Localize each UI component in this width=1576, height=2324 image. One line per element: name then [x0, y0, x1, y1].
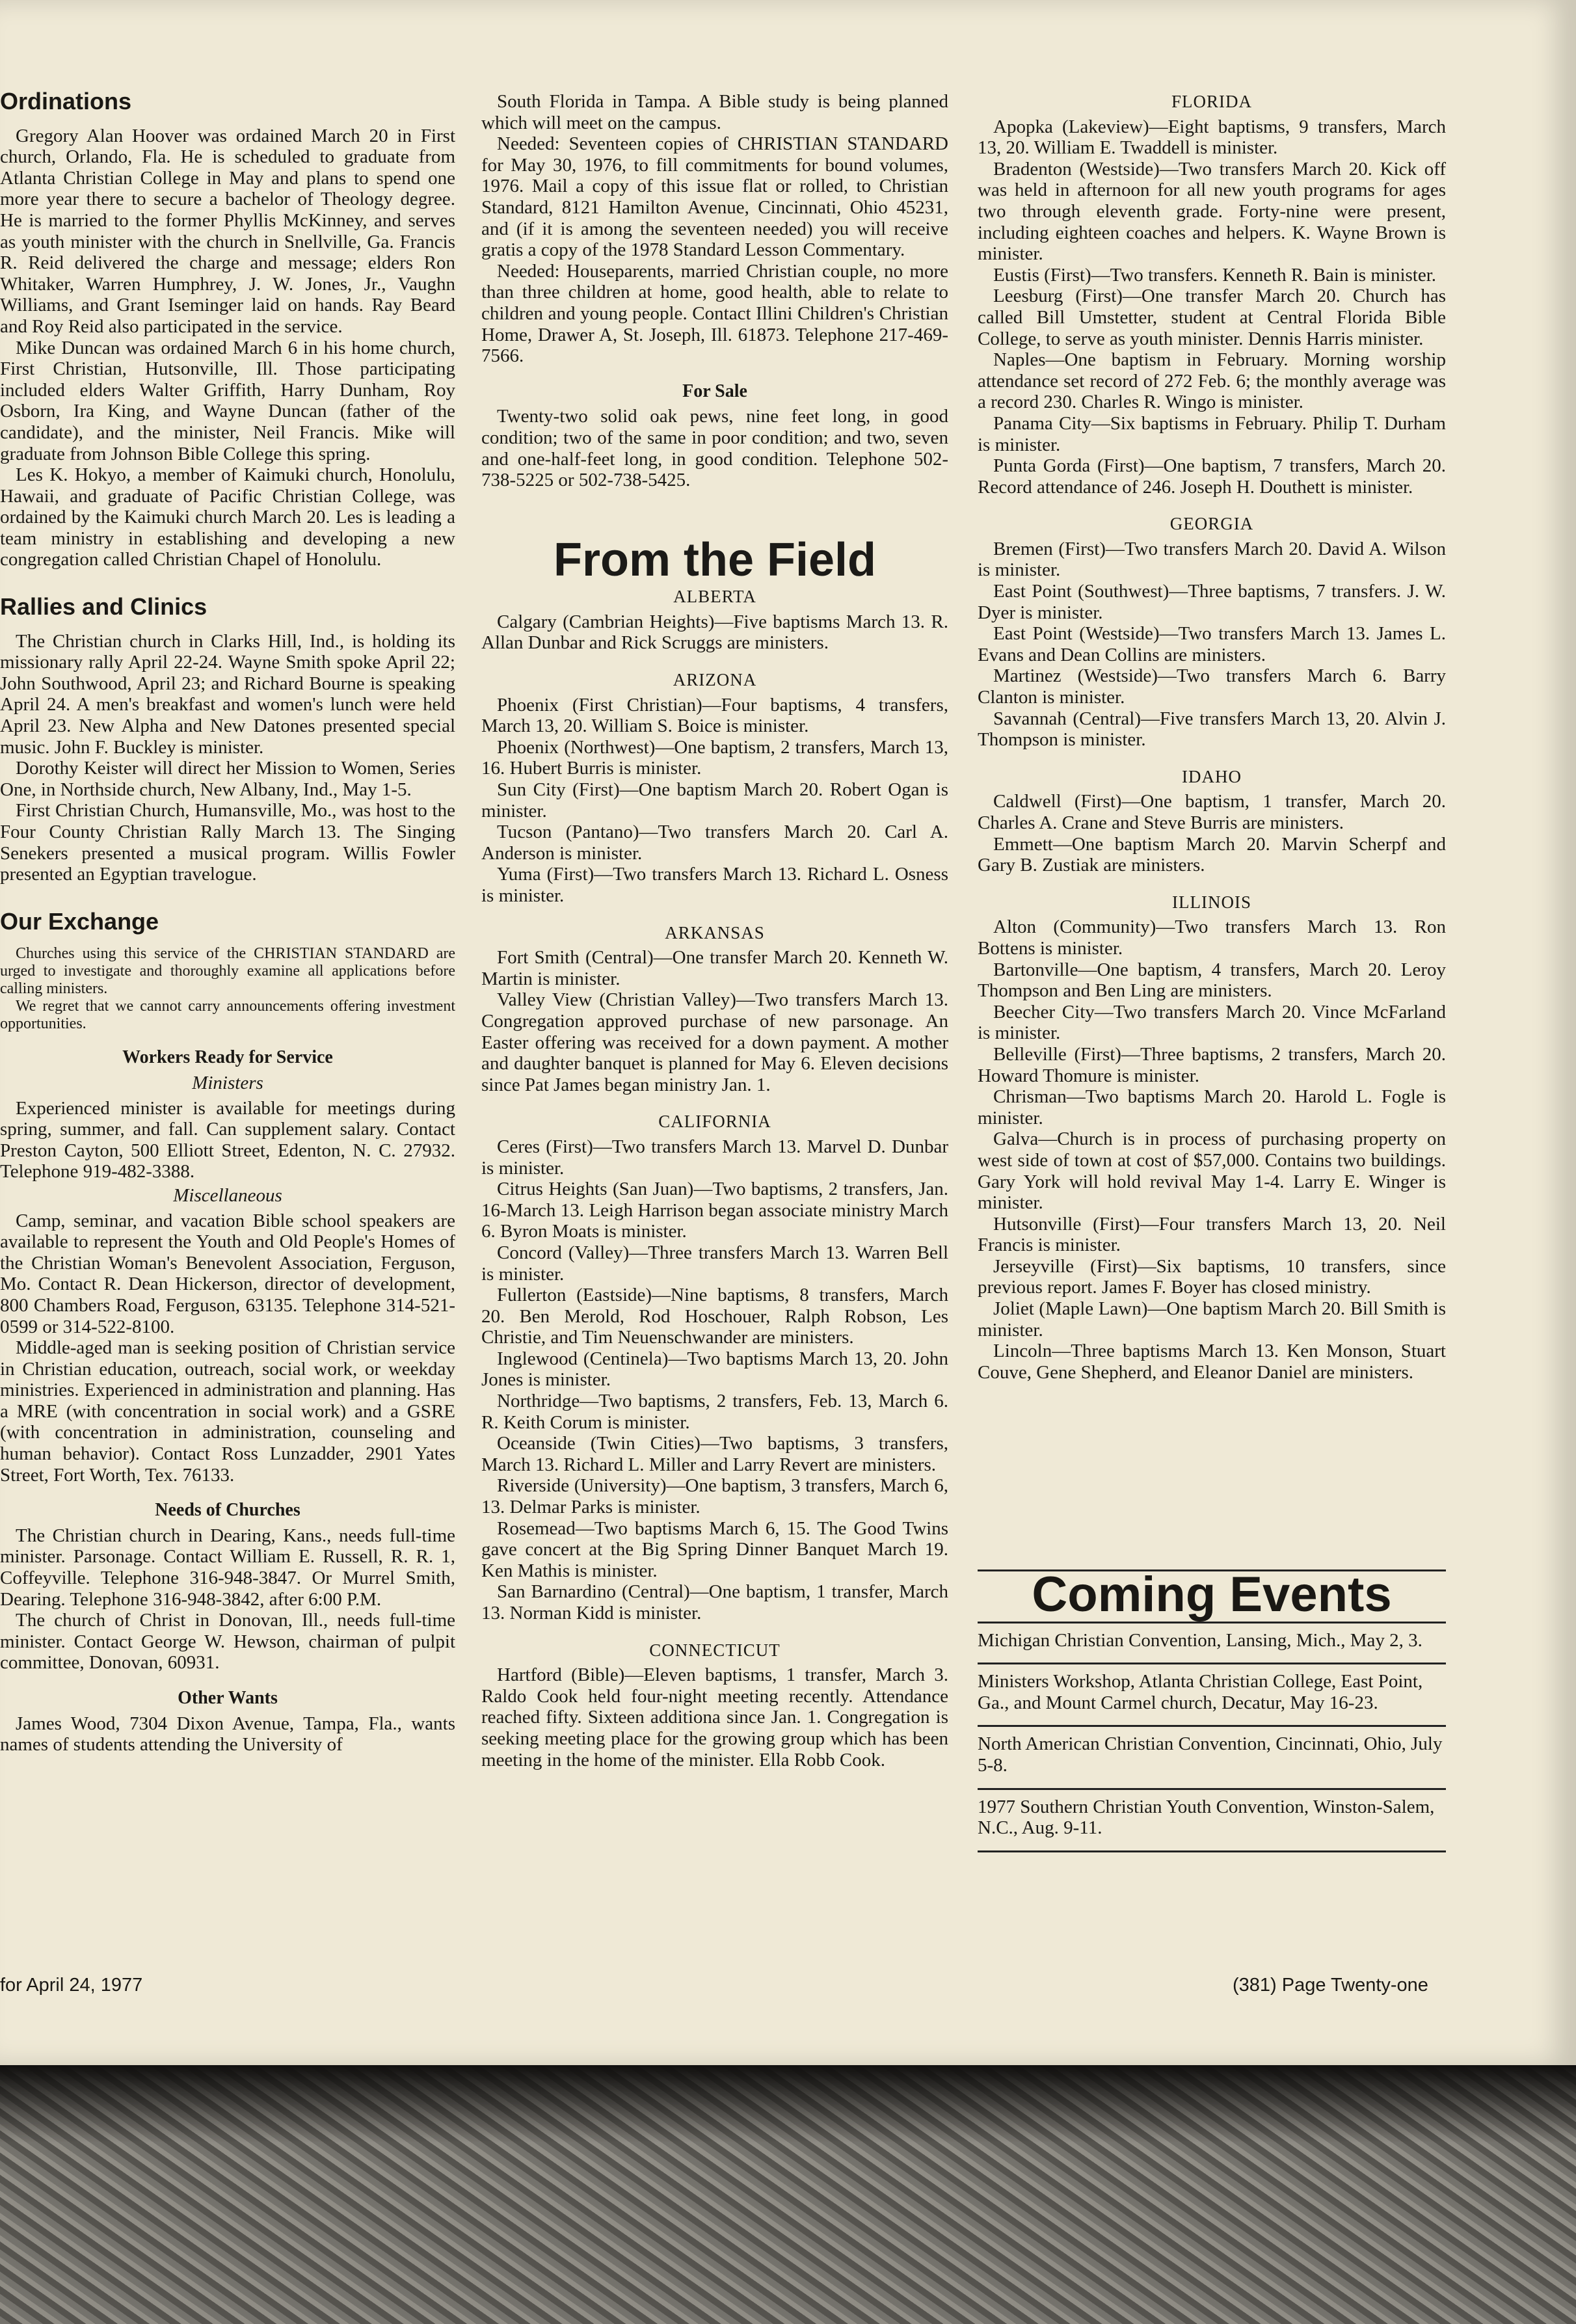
folio-date: for April 24, 1977	[0, 1975, 143, 1996]
ordination-duncan: Mike Duncan was ordained March 6 in his home church, First Christian, Hutsonville, Ill. Those participating included elders Walter Griffith, Harry Dunham, Roy Osborn, Ira King, and Wayne Duncan (father of the candidate), and the minister, Neil Francis. Mike will graduate from Johnson Bible College this spring.	[0, 337, 455, 464]
state-florida: FLORIDA	[1171, 92, 1252, 111]
report-item: Beecher City—Two transfers March 20. Vince McFarland is minister.	[978, 1001, 1446, 1044]
report-item: Fort Smith (Central)—One transfer March 20. Kenneth W. Martin is minister.	[481, 947, 948, 989]
report-item: Martinez (Westside)—Two transfers March 6. Barry Clanton is minister.	[978, 665, 1446, 708]
ad-james-wood: James Wood, 7304 Dixon Avenue, Tampa, Fla., wants names of students attending the University of	[0, 1713, 455, 1756]
report-item: Caldwell (First)—One baptism, 1 transfer, March 20. Charles A. Crane and Steve Burris are ministers.	[978, 791, 1446, 833]
report-item: Phoenix (Northwest)—One baptism, 2 transfers, March 13, 16. Hubert Burris is minister.	[481, 736, 948, 779]
report-item: Apopka (Lakeview)—Eight baptisms, 9 transfers, March 13, 20. William E. Twaddell is minister.	[978, 116, 1446, 159]
event-item: North American Christian Convention, Cincinnati, Ohio, July 5-8.	[978, 1727, 1446, 1789]
from-the-field-title: From the Field	[553, 533, 877, 586]
ad-experienced-minister: Experienced minister is available for meetings during spring, summer, and fall. Can supplement salary. Contact Preston Cayton, 500 Elliott Street, Edenton, N. C. 27932. Telephone 919-482-3388.	[0, 1097, 455, 1182]
coming-events-box	[978, 1569, 1446, 1852]
for-sale-heading: For Sale	[682, 381, 747, 401]
state-arizona: ARIZONA	[673, 670, 757, 690]
state-illinois: ILLINOIS	[1172, 892, 1251, 912]
column-middle	[481, 91, 948, 1770]
report-item: Punta Gorda (First)—One baptism, 7 transfers, March 20. Record attendance of 246. Joseph H. Douthett is minister.	[978, 455, 1446, 498]
coming-events-title: Coming Events	[978, 1569, 1446, 1623]
report-item: Bremen (First)—Two transfers March 20. David A. Wilson is minister.	[978, 538, 1446, 581]
report-item: East Point (Westside)—Two transfers March 13. James L. Evans and Dean Collins are ministers.	[978, 623, 1446, 665]
state-connecticut: CONNECTICUT	[649, 1640, 781, 1660]
ministers-subheading: Ministers	[192, 1072, 263, 1093]
exchange-heading: Our Exchange	[0, 907, 159, 935]
report-item: Eustis (First)—Two transfers. Kenneth R. Bain is minister.	[993, 264, 1437, 286]
state-arkansas: ARKANSAS	[665, 922, 765, 942]
report-item: Jerseyville (First)—Six baptisms, 10 transfers, since previous report. James F. Boyer has closed ministry.	[978, 1255, 1446, 1298]
report-item: Citrus Heights (San Juan)—Two baptisms, 2 transfers, Jan. 16-March 13. Leigh Harrison began associate ministry March 6. Byron Moats is minister.	[481, 1179, 948, 1242]
ad-camp-speakers: Camp, seminar, and vacation Bible school speakers are available to represent the Youth and Old People's Homes of the Christian Woman's Benevolent Association, Ferguson, Mo. Contact R. Dean Hickerson, director of development, 800 Chambers Road, Ferguson, 63135. Telephone 314-521-0599 or 314-522-8100.	[0, 1210, 455, 1337]
report-item: Ceres (First)—Two transfers March 13. Marvel D. Dunbar is minister.	[481, 1136, 948, 1179]
report-item: Hartford (Bible)—Eleven baptisms, 1 transfer, March 3. Raldo Cook held four-night meeting recently. Attendance reached fifty. Sixteen additiona since Jan. 1. Congregation is seeking meeting place for the growing group which has been meeting in the home of the minister. Ella Robb Cook.	[481, 1664, 948, 1770]
column-right	[978, 91, 1446, 1383]
report-item: Northridge—Two baptisms, 2 transfers, Feb. 13, March 6. R. Keith Corum is minister.	[481, 1391, 948, 1433]
report-item: Valley View (Christian Valley)—Two transfers March 13. Congregation approved purchase of new parsonage. An Easter offering was received for a down payment. A mother and daughter banquet is planned for May 6. Eleven decisions since Pat James began ministry Jan. 1.	[481, 989, 948, 1095]
report-item: Chrisman—Two baptisms March 20. Harold L. Fogle is minister.	[978, 1086, 1446, 1129]
event-item: Ministers Workshop, Atlanta Christian College, East Point, Ga., and Mount Carmel church, Decatur, May 16-23.	[978, 1664, 1446, 1727]
report-item: Phoenix (First Christian)—Four baptisms, 4 transfers, March 13, 20. William S. Boice is minister.	[481, 694, 948, 737]
ordinations-heading: Ordinations	[0, 88, 132, 114]
report-item: Leesburg (First)—One transfer March 20. Church has called Bill Umstetter, student at Central Florida Bible College, to serve as youth minister. Dennis Harris minister.	[978, 286, 1446, 349]
report-item: Savannah (Central)—Five transfers March 13, 20. Alvin J. Thompson is minister.	[978, 708, 1446, 751]
report-item: East Point (Southwest)—Three baptisms, 7 transfers. J. W. Dyer is minister.	[978, 581, 1446, 623]
workers-heading: Workers Ready for Service	[122, 1047, 333, 1068]
report-item: Rosemead—Two baptisms March 6, 15. The Good Twins gave concert at the Big Spring Dinner Banquet March 19. Ken Mathis is minister.	[481, 1517, 948, 1581]
report-item: Calgary (Cambrian Heights)—Five baptisms March 13. R. Allan Dunbar and Rick Scruggs are ministers.	[481, 611, 948, 654]
state-california: CALIFORNIA	[658, 1112, 771, 1132]
ordination-hoover: Gregory Alan Hoover was ordained March 20 in First church, Orlando, Fla. He is scheduled to graduate from Atlanta Christian College in May and plans to spend one more year there to secure a bachelor of Theology degree. He is married to the former Phyllis McKinney, and serves as youth minister with the church in Snellville, Ga. Francis R. Reid delivered the charge and message; elders Ron Whitaker, Warren Humphrey, J. W. Jones, Jr., Vaughn Williams, and Grant Iseminger laid on hands. Ray Beard and Roy Reid also participated in the service.	[0, 125, 455, 337]
report-item: Oceanside (Twin Cities)—Two baptisms, 3 transfers, March 13. Richard L. Miller and Larry Revert are ministers.	[481, 1433, 948, 1475]
state-alberta: ALBERTA	[673, 587, 756, 607]
background-carpet	[0, 2065, 1576, 2324]
report-item: Bradenton (Westside)—Two transfers March 20. Kick off was held in afternoon for all new youth programs for ages two through eleventh grade. Forty-nine were present, including eighteen coaches and helpers. K. Wayne Brown is minister.	[978, 158, 1446, 265]
column-left	[0, 88, 455, 1756]
rally-humansville: First Christian Church, Humansville, Mo., was host to the Four County Christian Rally March 13. The Singing Senekers presented a musical program. Willis Fowler presented an Egyptian travelogue.	[0, 800, 455, 885]
folio-page-number: (381) Page Twenty-one	[1233, 1975, 1428, 1996]
report-item: Panama City—Six baptisms in February. Philip T. Durham is minister.	[978, 412, 1446, 455]
report-item: Yuma (First)—Two transfers March 13. Richard L. Osness is minister.	[481, 864, 948, 906]
report-item: Inglewood (Centinela)—Two baptisms March 13, 20. John Jones is minister.	[481, 1348, 948, 1391]
report-item: Joliet (Maple Lawn)—One baptism March 20. Bill Smith is minister.	[978, 1298, 1446, 1341]
report-item: Lincoln—Three baptisms March 13. Ken Monson, Stuart Couve, Gene Shepherd, and Eleanor Daniel are ministers.	[978, 1341, 1446, 1383]
exchange-note: Churches using this service of the CHRISTIAN STANDARD are urged to investigate and thoroughly examine all applications before calling ministers.	[0, 945, 455, 998]
report-item: Galva—Church is in process of purchasing property on west side of town at cost of $57,000. Contains two buildings. Gary York will hold revival May 1-4. Larry E. Winger is minister.	[978, 1129, 1446, 1214]
ad-oak-pews: Twenty-two solid oak pews, nine feet long, in good condition; two of the same in poor condition; and two, seven and one-half-feet long, in good condition. Telephone 502-738-5225 or 502-738-5425.	[481, 406, 948, 491]
event-item: 1977 Southern Christian Youth Convention, Winston-Salem, N.C., Aug. 9-11.	[978, 1790, 1446, 1852]
report-item: Bartonville—One baptism, 4 transfers, March 20. Leroy Thompson and Ben Ling are ministers.	[978, 959, 1446, 1002]
misc-subheading: Miscellaneous	[173, 1184, 282, 1206]
ad-usf-continued: South Florida in Tampa. A Bible study is being planned which will meet on the campus.	[481, 91, 948, 133]
rally-keister: Dorothy Keister will direct her Mission to Women, Series One, in Northside church, New Albany, Ind., May 1-5.	[0, 758, 455, 800]
needs-heading: Needs of Churches	[155, 1500, 301, 1521]
report-item: Tucson (Pantano)—Two transfers March 20. Carl A. Anderson is minister.	[481, 821, 948, 864]
other-wants-heading: Other Wants	[178, 1688, 278, 1708]
state-idaho: IDAHO	[1182, 766, 1242, 786]
report-item: Concord (Valley)—Three transfers March 13. Warren Bell is minister.	[481, 1242, 948, 1285]
report-item: Hutsonville (First)—Four transfers March 13, 20. Neil Francis is minister.	[978, 1213, 1446, 1256]
report-item: Emmett—One baptism March 20. Marvin Scherpf and Gary B. Zustiak are ministers.	[978, 833, 1446, 876]
state-georgia: GEORGIA	[1169, 514, 1254, 534]
ad-middle-aged-man: Middle-aged man is seeking position of Christian service in Christian education, outreach, social work, or weekday ministries. Experienced in administration and planning. Has a MRE (with concentration in social work) and a GSRE (with concentration in administration, counseling and human behavior). Contact Ross Lunzadder, 2901 Yates Street, Fort Worth, Tex. 76133.	[0, 1337, 455, 1486]
report-item: Riverside (University)—One baptism, 3 transfers, March 6, 13. Delmar Parks is minister.	[481, 1475, 948, 1518]
report-item: Fullerton (Eastside)—Nine baptisms, 8 transfers, March 20. Ben Merold, Rod Hoschouer, Ralph Robson, Les Christie, and Tim Neuenschwander are ministers.	[481, 1285, 948, 1348]
report-item: Belleville (First)—Three baptisms, 2 transfers, March 20. Howard Thomure is minister.	[978, 1043, 1446, 1086]
rallies-heading: Rallies and Clinics	[0, 593, 207, 621]
ordination-hokyo: Les K. Hokyo, a member of Kaimuki church, Honolulu, Hawaii, and graduate of Pacific Christian College, was ordained by the Kaimuki church March 20. Les is leading a team ministry in establishing and developing a new congregation called Christian Chapel of Honolulu.	[0, 464, 455, 570]
ad-dearing: The Christian church in Dearing, Kans., needs full-time minister. Parsonage. Contact William E. Russell, R. R. 1, Coffeyville. Telephone 316-948-3847. Or Murrel Smith, Dearing. Telephone 316-948-3842, after 6:00 P.M.	[0, 1525, 455, 1610]
event-item: Michigan Christian Convention, Lansing, Mich., May 2, 3.	[978, 1623, 1446, 1665]
ad-needed-copies: Needed: Seventeen copies of CHRISTIAN STANDARD for May 30, 1976, to fill commitments for bound volumes, 1976. Mail a copy of this issue flat or rolled, to Christian Standard, 8121 Hamilton Avenue, Cincinnati, Ohio 45231, and (if it is among the seventeen needed) you will receive gratis a copy of the 1978 Standard Lesson Commentary.	[481, 133, 948, 261]
ad-houseparents: Needed: Houseparents, married Christian couple, no more than three children at home, good health, able to relate to children and young people. Contact Illini Children's Christian Home, Drawer A, St. Joseph, Ill. 61873. Telephone 217-469-7566.	[481, 260, 948, 367]
report-item: Sun City (First)—One baptism March 20. Robert Ogan is minister.	[481, 779, 948, 821]
rally-clarks-hill: The Christian church in Clarks Hill, Ind., is holding its missionary rally April 22-24. Wayne Smith spoke April 22; John Southwood, April 23; and Richard Bourne is speaking April 24. A men's breakfast and women's lunch were held April 23. New Alpha and New Datones presented special music. John F. Buckley is minister.	[0, 630, 455, 758]
exchange-regret: We regret that we cannot carry announcements offering investment opportunities.	[0, 998, 455, 1033]
report-item: Naples—One baptism in February. Morning worship attendance set record of 272 Feb. 6; the monthly average was a record 230. Charles R. Wingo is minister.	[978, 349, 1446, 413]
report-item: Alton (Community)—Two transfers March 13. Ron Bottens is minister.	[978, 916, 1446, 959]
ad-donovan: The church of Christ in Donovan, Ill., needs full-time minister. Contact George W. Hewson, chairman of pulpit committee, Donovan, 60931.	[0, 1610, 455, 1674]
report-item: San Barnardino (Central)—One baptism, 1 transfer, March 13. Norman Kidd is minister.	[481, 1581, 948, 1623]
